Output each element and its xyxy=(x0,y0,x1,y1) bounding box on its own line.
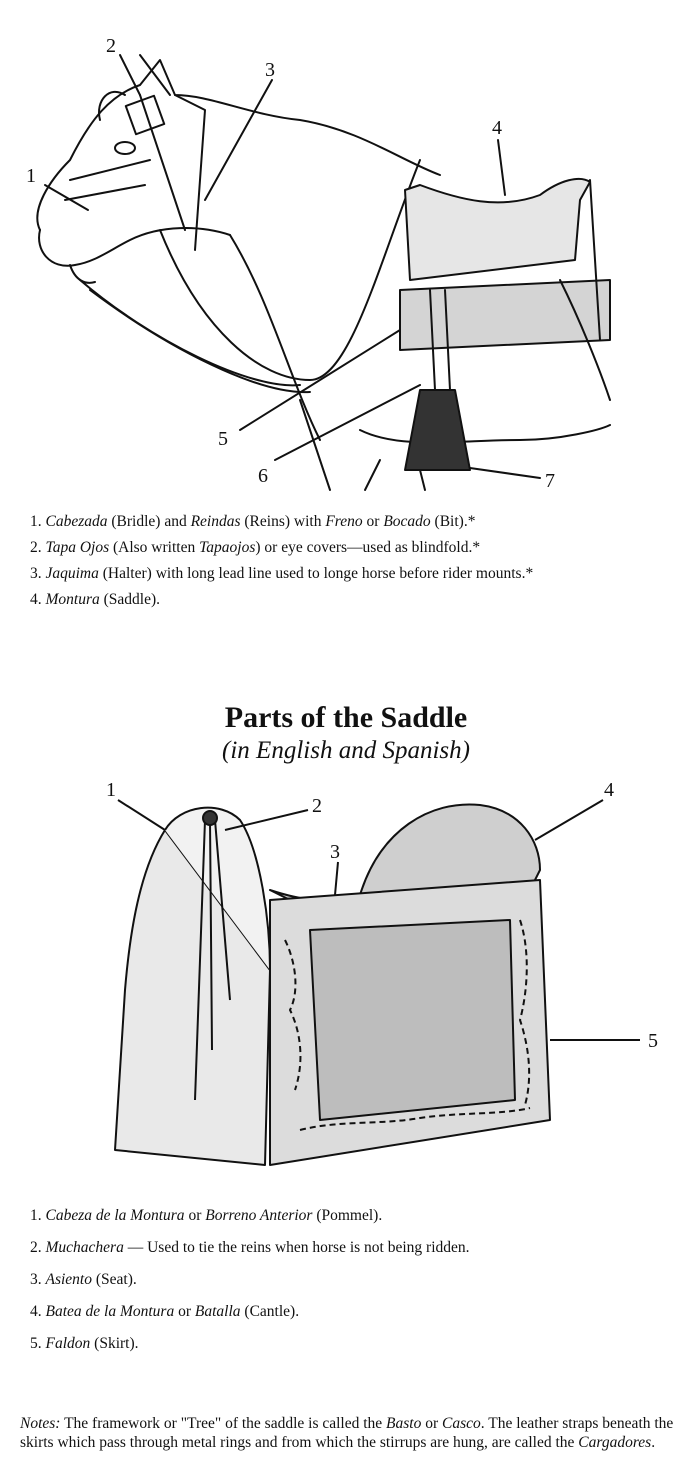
horse-callout-3: 3 xyxy=(265,59,275,81)
leader-2 xyxy=(120,55,170,95)
italic-term: Notes: xyxy=(20,1415,61,1432)
leader-4 xyxy=(498,140,505,195)
horse-ear xyxy=(99,92,125,120)
text-run: (Skirt). xyxy=(90,1335,139,1352)
horse-legend-item: 3. Jaquima (Halter) with long lead line used to longe horse before rider mounts.* xyxy=(30,565,534,582)
italic-term: Cargadores xyxy=(578,1434,652,1451)
italic-term: Reindas xyxy=(190,513,241,530)
text-run: (Saddle). xyxy=(99,591,161,608)
italic-term: Faldon xyxy=(45,1335,91,1352)
text-run: (Reins) with xyxy=(240,513,326,530)
italic-term: Batea de la Montura xyxy=(45,1303,175,1320)
text-run: or xyxy=(421,1415,443,1432)
text-run: . xyxy=(651,1434,656,1451)
italic-term: Jaquima xyxy=(45,565,99,582)
italic-term: Asiento xyxy=(45,1271,92,1288)
text-run: . The leather straps beneath the skirts which pass through metal rings and from which the stirrups are hung, are called the xyxy=(20,1415,674,1451)
text-run: (Seat). xyxy=(92,1271,137,1288)
italic-term: Montura xyxy=(45,591,100,608)
saddle-callout-5: 5 xyxy=(648,1030,658,1052)
saddle-legend-item: 2. Muchachera — Used to tie the reins when horse is not being ridden. xyxy=(30,1239,470,1256)
notes-paragraph xyxy=(20,1414,675,1452)
leader-6 xyxy=(275,385,420,460)
horse-head-outline xyxy=(37,60,440,230)
text-run: or xyxy=(174,1303,195,1320)
saddle-legend-item: 5. Faldon (Skirt). xyxy=(30,1335,139,1352)
horse-callout-1: 1 xyxy=(26,165,36,187)
saddle-callout-1: 1 xyxy=(106,779,116,801)
text-run: ) or eye covers—used as blindfold.* xyxy=(255,539,481,556)
italic-term: Cabezada xyxy=(45,513,108,530)
section-title: Parts of the Saddle xyxy=(224,701,468,734)
saddle-section-header xyxy=(0,700,692,766)
saddle-inner-panel xyxy=(310,920,515,1120)
horse-chest xyxy=(360,425,610,443)
italic-term: Tapaojos xyxy=(199,539,256,556)
horse-illustration xyxy=(0,0,692,500)
horse-muzzle xyxy=(39,228,230,266)
saddle-leader-3 xyxy=(335,862,338,895)
horse-figure xyxy=(0,0,692,500)
italic-term: Freno xyxy=(325,513,363,530)
horse-callout-2: 2 xyxy=(106,35,116,57)
horse-legend-item: 4. Montura (Saddle). xyxy=(30,591,161,608)
leader-5 xyxy=(240,330,400,430)
bridle-straps xyxy=(65,95,205,250)
horse-eye xyxy=(115,142,135,154)
saddle-callout-2: 2 xyxy=(312,795,322,817)
text-run: or xyxy=(184,1207,206,1224)
horse-legend xyxy=(30,512,680,616)
saddle-seat xyxy=(405,179,590,280)
saddle-callout-4: 4 xyxy=(604,779,614,801)
italic-term: Borreno Anterior xyxy=(205,1207,313,1224)
italic-term: Batalla xyxy=(194,1303,241,1320)
stirrup xyxy=(405,390,470,470)
horse-legend-item: 2. Tapa Ojos (Also written Tapaojos) or eye covers—used as blindfold.* xyxy=(30,539,481,556)
eye-cover xyxy=(126,96,164,134)
section-subtitle: (in English and Spanish) xyxy=(222,737,470,764)
horse-callout-4: 4 xyxy=(492,117,502,139)
horse-callout-7: 7 xyxy=(545,470,555,492)
leader-7 xyxy=(470,468,540,478)
horse-legend-item: 1. Cabezada (Bridle) and Reindas (Reins) with Freno or Bocado (Bit).* xyxy=(30,513,476,530)
horse-callout-6: 6 xyxy=(258,465,268,487)
leader-3 xyxy=(205,80,272,200)
text-run: (Bridle) and xyxy=(107,513,191,530)
saddle-legend-item: 3. Asiento (Seat). xyxy=(30,1271,137,1288)
italic-term: Tapa Ojos xyxy=(45,539,110,556)
italic-term: Muchachera xyxy=(45,1239,124,1256)
saddle-leader-1 xyxy=(118,800,165,830)
italic-term: Casco xyxy=(442,1415,481,1432)
italic-term: Cabeza de la Montura xyxy=(45,1207,185,1224)
saddle-figure xyxy=(0,770,692,1190)
text-run: (Pommel). xyxy=(312,1207,383,1224)
text-run: — Used to tie the reins when horse is not being ridden. xyxy=(123,1239,470,1256)
text-run: (Cantle). xyxy=(240,1303,300,1320)
saddle-leader-4 xyxy=(535,800,603,840)
text-run: or xyxy=(362,513,384,530)
text-run: (Bit).* xyxy=(430,513,476,530)
text-run: (Also written xyxy=(109,539,200,556)
horse-callout-5: 5 xyxy=(218,428,228,450)
text-run: The framework or "Tree" of the saddle is called the xyxy=(60,1415,387,1432)
italic-term: Basto xyxy=(386,1415,422,1432)
saddle-legend-item: 1. Cabeza de la Montura or Borreno Anterior (Pommel). xyxy=(30,1207,383,1224)
saddle-legend xyxy=(30,1205,680,1361)
saddle-legend-item: 4. Batea de la Montura or Batalla (Cantle). xyxy=(30,1303,300,1320)
italic-term: Bocado xyxy=(383,513,431,530)
saddle-callout-3: 3 xyxy=(330,841,340,863)
text-run: (Halter) with long lead line used to longe horse before rider mounts.* xyxy=(98,565,534,582)
saddle-illustration xyxy=(0,770,692,1190)
